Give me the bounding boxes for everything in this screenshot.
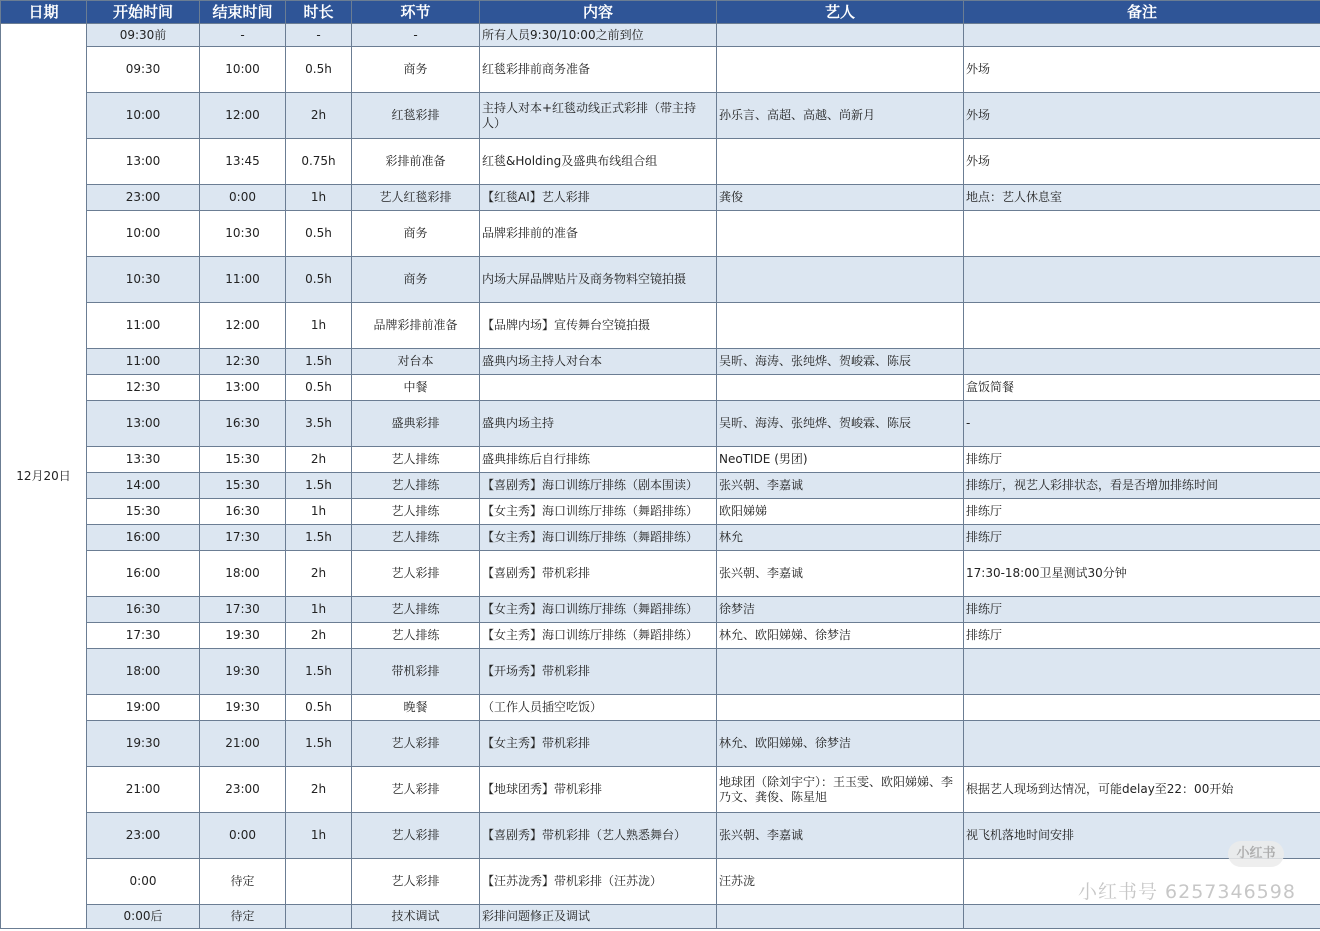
cell-segment: 中餐	[352, 375, 480, 401]
cell-artist: 龚俊	[717, 185, 964, 211]
cell-start-time: 16:00	[87, 551, 200, 597]
cell-start-time: 11:00	[87, 349, 200, 375]
cell-notes	[964, 721, 1320, 767]
cell-end-time: 16:30	[200, 401, 286, 447]
cell-segment: 艺人排练	[352, 525, 480, 551]
cell-notes	[964, 257, 1320, 303]
table-row	[1, 185, 1320, 211]
cell-end-time: 16:30	[200, 499, 286, 525]
cell-notes: 根据艺人现场到达情况，可能delay至22：00开始	[964, 767, 1320, 813]
cell-end-time: 0:00	[200, 185, 286, 211]
header-notes: 备注	[964, 1, 1320, 24]
cell-duration: -	[286, 24, 352, 47]
cell-artist	[717, 257, 964, 303]
cell-start-time: 11:00	[87, 303, 200, 349]
cell-notes: 排练厅	[964, 447, 1320, 473]
cell-segment: 商务	[352, 47, 480, 93]
cell-end-time: 18:00	[200, 551, 286, 597]
cell-notes: 外场	[964, 93, 1320, 139]
schedule-body	[1, 24, 1320, 929]
cell-notes	[964, 24, 1320, 47]
table-row	[1, 401, 1320, 447]
cell-notes: 视飞机落地时间安排	[964, 813, 1320, 859]
cell-start-time: 16:30	[87, 597, 200, 623]
cell-artist	[717, 649, 964, 695]
cell-notes: 排练厅	[964, 499, 1320, 525]
cell-date: 12月20日	[1, 24, 87, 929]
cell-start-time: 16:00	[87, 525, 200, 551]
header-duration: 时长	[286, 1, 352, 24]
table-row	[1, 499, 1320, 525]
cell-end-time: 10:30	[200, 211, 286, 257]
cell-duration: 1.5h	[286, 721, 352, 767]
table-row	[1, 47, 1320, 93]
cell-artist: 张兴朝、李嘉诚	[717, 813, 964, 859]
cell-segment: -	[352, 24, 480, 47]
cell-segment: 艺人排练	[352, 623, 480, 649]
cell-segment: 艺人排练	[352, 499, 480, 525]
cell-notes: 排练厅	[964, 597, 1320, 623]
cell-artist	[717, 375, 964, 401]
header-end-time: 结束时间	[200, 1, 286, 24]
cell-notes	[964, 649, 1320, 695]
cell-segment: 艺人彩排	[352, 859, 480, 905]
cell-segment: 艺人彩排	[352, 813, 480, 859]
cell-duration	[286, 905, 352, 929]
cell-duration: 1h	[286, 499, 352, 525]
cell-duration: 0.5h	[286, 695, 352, 721]
cell-notes: 地点：艺人休息室	[964, 185, 1320, 211]
cell-end-time: 17:30	[200, 525, 286, 551]
cell-notes	[964, 211, 1320, 257]
cell-start-time: 13:00	[87, 139, 200, 185]
cell-artist	[717, 139, 964, 185]
cell-content: 【喜剧秀】海口训练厅排练（剧本围读）	[480, 473, 717, 499]
cell-start-time: 10:00	[87, 211, 200, 257]
cell-end-time: 19:30	[200, 623, 286, 649]
cell-segment: 艺人排练	[352, 447, 480, 473]
cell-content: 盛典内场主持人对台本	[480, 349, 717, 375]
cell-notes: 排练厅	[964, 525, 1320, 551]
cell-notes: 排练厅	[964, 623, 1320, 649]
table-row	[1, 695, 1320, 721]
cell-segment: 对台本	[352, 349, 480, 375]
cell-duration: 1.5h	[286, 349, 352, 375]
cell-content: 【女主秀】带机彩排	[480, 721, 717, 767]
cell-segment: 技术调试	[352, 905, 480, 929]
cell-content: 盛典内场主持	[480, 401, 717, 447]
cell-content: 盛典排练后自行排练	[480, 447, 717, 473]
cell-content: 主持人对本+红毯动线正式彩排（带主持人）	[480, 93, 717, 139]
header-segment: 环节	[352, 1, 480, 24]
cell-artist: 吴昕、海涛、张纯烨、贺峻霖、陈辰	[717, 349, 964, 375]
cell-artist	[717, 695, 964, 721]
table-row	[1, 525, 1320, 551]
cell-artist	[717, 303, 964, 349]
cell-content: （工作人员插空吃饭）	[480, 695, 717, 721]
cell-duration: 2h	[286, 93, 352, 139]
cell-start-time: 14:00	[87, 473, 200, 499]
cell-artist	[717, 24, 964, 47]
table-row	[1, 447, 1320, 473]
cell-artist: 张兴朝、李嘉诚	[717, 473, 964, 499]
cell-start-time: 10:00	[87, 93, 200, 139]
cell-content: 【红毯AI】艺人彩排	[480, 185, 717, 211]
cell-segment: 盛典彩排	[352, 401, 480, 447]
cell-start-time: 15:30	[87, 499, 200, 525]
cell-artist: 徐梦洁	[717, 597, 964, 623]
cell-end-time: 15:30	[200, 473, 286, 499]
cell-end-time: 待定	[200, 905, 286, 929]
cell-start-time: 19:30	[87, 721, 200, 767]
cell-notes: 17:30-18:00卫星测试30分钟	[964, 551, 1320, 597]
cell-end-time: 10:00	[200, 47, 286, 93]
cell-duration: 2h	[286, 767, 352, 813]
cell-end-time: 23:00	[200, 767, 286, 813]
cell-artist: 孙乐言、高超、高越、尚新月	[717, 93, 964, 139]
cell-end-time: 13:45	[200, 139, 286, 185]
cell-start-time: 09:30前	[87, 24, 200, 47]
cell-content: 【喜剧秀】带机彩排（艺人熟悉舞台）	[480, 813, 717, 859]
cell-segment: 彩排前准备	[352, 139, 480, 185]
cell-notes	[964, 695, 1320, 721]
cell-content: 【女主秀】海口训练厅排练（舞蹈排练）	[480, 623, 717, 649]
cell-artist: 汪苏泷	[717, 859, 964, 905]
cell-content: 【开场秀】带机彩排	[480, 649, 717, 695]
cell-start-time: 13:00	[87, 401, 200, 447]
cell-segment: 晚餐	[352, 695, 480, 721]
cell-artist: 林允	[717, 525, 964, 551]
cell-duration: 1.5h	[286, 473, 352, 499]
cell-start-time: 21:00	[87, 767, 200, 813]
table-row	[1, 905, 1320, 929]
cell-end-time: 12:00	[200, 93, 286, 139]
cell-end-time: 13:00	[200, 375, 286, 401]
cell-end-time: 15:30	[200, 447, 286, 473]
table-row	[1, 551, 1320, 597]
table-row	[1, 623, 1320, 649]
header-start-time: 开始时间	[87, 1, 200, 24]
cell-duration: 0.75h	[286, 139, 352, 185]
cell-notes: 外场	[964, 47, 1320, 93]
cell-content: 品牌彩排前的准备	[480, 211, 717, 257]
table-row	[1, 139, 1320, 185]
cell-start-time: 18:00	[87, 649, 200, 695]
cell-artist: 吴昕、海涛、张纯烨、贺峻霖、陈辰	[717, 401, 964, 447]
cell-content: 【地球团秀】带机彩排	[480, 767, 717, 813]
cell-segment: 艺人彩排	[352, 767, 480, 813]
cell-notes: 外场	[964, 139, 1320, 185]
cell-end-time: 17:30	[200, 597, 286, 623]
cell-segment: 红毯彩排	[352, 93, 480, 139]
cell-notes	[964, 303, 1320, 349]
cell-start-time: 17:30	[87, 623, 200, 649]
cell-duration: 0.5h	[286, 257, 352, 303]
cell-content: 彩排问题修正及调试	[480, 905, 717, 929]
cell-segment: 艺人排练	[352, 473, 480, 499]
cell-end-time: 19:30	[200, 695, 286, 721]
cell-start-time: 10:30	[87, 257, 200, 303]
table-row	[1, 767, 1320, 813]
cell-artist: NeoTIDE (男团)	[717, 447, 964, 473]
cell-content: 【女主秀】海口训练厅排练（舞蹈排练）	[480, 499, 717, 525]
header-date: 日期	[1, 1, 87, 24]
cell-segment: 艺人彩排	[352, 721, 480, 767]
cell-artist: 林允、欧阳娣娣、徐梦洁	[717, 721, 964, 767]
cell-content: 【品牌内场】宣传舞台空镜拍摄	[480, 303, 717, 349]
table-row	[1, 375, 1320, 401]
cell-artist	[717, 905, 964, 929]
watermark-logo: 小红书	[1228, 841, 1284, 867]
table-row	[1, 303, 1320, 349]
cell-end-time: -	[200, 24, 286, 47]
cell-segment: 艺人彩排	[352, 551, 480, 597]
table-row	[1, 473, 1320, 499]
cell-start-time: 12:30	[87, 375, 200, 401]
cell-artist: 欧阳娣娣	[717, 499, 964, 525]
table-row	[1, 211, 1320, 257]
table-row	[1, 24, 1320, 47]
cell-duration: 1.5h	[286, 649, 352, 695]
cell-duration: 1h	[286, 813, 352, 859]
cell-end-time: 0:00	[200, 813, 286, 859]
cell-notes	[964, 905, 1320, 929]
cell-content: 红毯&Holding及盛典布线组合组	[480, 139, 717, 185]
cell-duration: 3.5h	[286, 401, 352, 447]
cell-start-time: 23:00	[87, 813, 200, 859]
cell-duration: 0.5h	[286, 47, 352, 93]
cell-duration: 0.5h	[286, 211, 352, 257]
cell-content	[480, 375, 717, 401]
cell-start-time: 09:30	[87, 47, 200, 93]
cell-artist	[717, 47, 964, 93]
cell-duration: 2h	[286, 447, 352, 473]
cell-notes: 排练厅，视艺人彩排状态，看是否增加排练时间	[964, 473, 1320, 499]
cell-duration: 0.5h	[286, 375, 352, 401]
cell-content: 红毯彩排前商务准备	[480, 47, 717, 93]
cell-artist: 林允、欧阳娣娣、徐梦洁	[717, 623, 964, 649]
cell-notes	[964, 349, 1320, 375]
cell-duration	[286, 859, 352, 905]
cell-start-time: 13:30	[87, 447, 200, 473]
cell-duration: 1h	[286, 185, 352, 211]
cell-artist: 地球团（除刘宇宁）：王玉雯、欧阳娣娣、李乃文、龚俊、陈星旭	[717, 767, 964, 813]
cell-segment: 商务	[352, 257, 480, 303]
cell-content: 内场大屏品牌贴片及商务物料空镜拍摄	[480, 257, 717, 303]
cell-end-time: 12:00	[200, 303, 286, 349]
cell-segment: 艺人红毯彩排	[352, 185, 480, 211]
cell-end-time: 12:30	[200, 349, 286, 375]
watermark-text: 小红书号 6257346598	[1078, 881, 1296, 903]
cell-content: 【女主秀】海口训练厅排练（舞蹈排练）	[480, 597, 717, 623]
cell-segment: 艺人排练	[352, 597, 480, 623]
cell-end-time: 待定	[200, 859, 286, 905]
cell-start-time: 23:00	[87, 185, 200, 211]
cell-notes: -	[964, 401, 1320, 447]
cell-segment: 品牌彩排前准备	[352, 303, 480, 349]
cell-segment: 商务	[352, 211, 480, 257]
cell-artist	[717, 211, 964, 257]
header-content: 内容	[480, 1, 717, 24]
cell-start-time: 19:00	[87, 695, 200, 721]
cell-content: 【汪苏泷秀】带机彩排（汪苏泷）	[480, 859, 717, 905]
cell-duration: 2h	[286, 623, 352, 649]
table-row	[1, 813, 1320, 859]
cell-notes: 盒饭简餐	[964, 375, 1320, 401]
cell-content: 【女主秀】海口训练厅排练（舞蹈排练）	[480, 525, 717, 551]
cell-duration: 2h	[286, 551, 352, 597]
header-row	[1, 1, 1320, 24]
cell-artist: 张兴朝、李嘉诚	[717, 551, 964, 597]
cell-segment: 带机彩排	[352, 649, 480, 695]
table-row	[1, 649, 1320, 695]
cell-content: 【喜剧秀】带机彩排	[480, 551, 717, 597]
cell-content: 所有人员9:30/10:00之前到位	[480, 24, 717, 47]
table-row	[1, 597, 1320, 623]
cell-end-time: 21:00	[200, 721, 286, 767]
table-row	[1, 349, 1320, 375]
cell-start-time: 0:00	[87, 859, 200, 905]
cell-duration: 1h	[286, 303, 352, 349]
cell-end-time: 19:30	[200, 649, 286, 695]
header-artist: 艺人	[717, 1, 964, 24]
table-row	[1, 93, 1320, 139]
cell-duration: 1.5h	[286, 525, 352, 551]
table-row	[1, 257, 1320, 303]
cell-end-time: 11:00	[200, 257, 286, 303]
cell-start-time: 0:00后	[87, 905, 200, 929]
table-row	[1, 721, 1320, 767]
cell-duration: 1h	[286, 597, 352, 623]
